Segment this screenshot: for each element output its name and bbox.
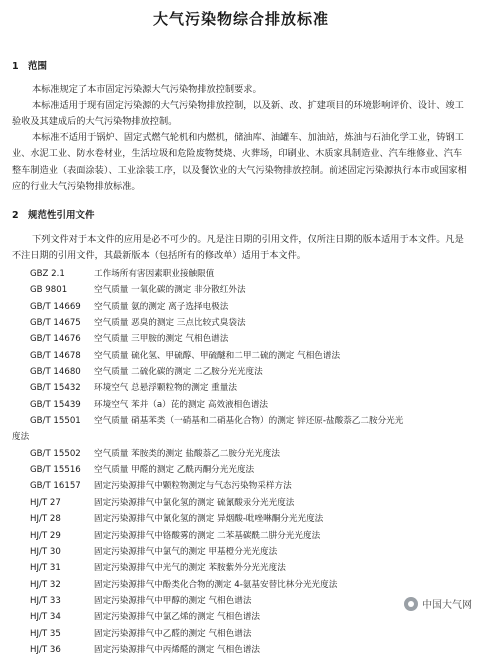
section-2-paragraph-1: 下列文件对于本文件的应用是必不可少的。凡是注日期的引用文件，仅所注日期的版本适用于本文件。凡是不注日期的引用文件，其最新版本（包括所有的修改单）适用于本文件。 [12,234,464,262]
reference-title: 固定污染源排气中甲醇的测定 气相色谱法 [94,595,252,606]
reference-title: 空气质量 二硫化碳的测定 二乙胺分光光度法 [94,367,263,378]
reference-item [30,446,472,462]
reference-code: GB/T 14669 [30,301,81,312]
reference-item [30,609,472,625]
section-1-heading [12,58,47,72]
reference-code: HJ/T 36 [30,644,61,655]
reference-title: 空气质量 恶臭的测定 三点比较式臭袋法 [94,318,246,329]
reference-item [30,478,472,494]
reference-item [30,331,472,347]
reference-title: 固定污染源排气中颗粒物测定与气态污染物采样方法 [94,481,292,492]
reference-code: GB/T 14676 [30,334,81,345]
reference-code: GB/T 14678 [30,350,81,361]
section-1-paragraph-2: 本标准适用于现有固定污染源的大气污染物排放控制，以及新、改、扩建项目的环境影响评价、设计、竣工验收及其建成后的大气污染物排放控制。 [12,100,464,128]
reference-item [30,626,472,642]
reference-code: GB/T 15501 [30,416,81,427]
reference-code: GB/T 15439 [30,399,81,410]
reference-title: 固定污染源排气中光气的测定 苯胺紫外分光光度法 [94,563,286,574]
section-2-title: 规范性引用文件 [28,210,95,221]
reference-code: GB/T 16157 [30,481,81,492]
reference-title: 固定污染源排气中氰化氢的测定 异烟酸-吡唑啉酮分光光度法 [94,514,324,525]
section-1-paragraph-1: 本标准规定了本市固定污染源大气污染物排放控制要求。 [32,84,262,95]
reference-item [30,282,472,298]
reference-title: 固定污染源排气中乙醛的测定 气相色谱法 [94,628,252,639]
reference-item [30,642,472,658]
reference-title: 空气质量 苯胺类的测定 盐酸萘乙二胺分光光度法 [94,448,280,459]
reference-code: HJ/T 30 [30,546,61,557]
reference-code: HJ/T 35 [30,628,61,639]
reference-code: HJ/T 31 [30,563,61,574]
reference-code: HJ/T 33 [30,595,61,606]
reference-code: HJ/T 28 [30,514,61,525]
reference-title: 固定污染源排气中氯化氢的测定 硫氰酸汞分光光度法 [94,497,295,508]
reference-title: 空气质量 硫化氢、甲硫醇、甲硫醚和二甲二硫的测定 气相色谱法 [94,350,341,361]
reference-item [30,266,472,282]
section-2-number: 2 [12,210,19,221]
reference-code: HJ/T 34 [30,612,61,623]
reference-title: 空气质量 一氧化碳的测定 非分散红外法 [94,285,246,296]
reference-code: HJ/T 27 [30,497,61,508]
reference-title: 空气质量 甲醛的测定 乙酰丙酮分光光度法 [94,465,255,476]
reference-title: 空气质量 氨的测定 离子选择电极法 [94,301,229,312]
reference-title: 固定污染源排气中酚类化合物的测定 4-氨基安替比林分光光度法 [94,579,338,590]
reference-item [30,348,472,364]
reference-code: GBZ 2.1 [30,269,65,279]
reference-title: 工作场所有害因素职业接触限值 [94,269,215,279]
section-1-number: 1 [12,61,19,72]
reference-code: HJ/T 32 [30,579,61,590]
reference-title: 固定污染源排气中氯气的测定 甲基橙分光光度法 [94,546,278,557]
section-1-title: 范围 [28,61,48,72]
section-2-heading [12,207,95,221]
reference-item [30,462,472,478]
reference-code: GB 9801 [30,285,68,296]
reference-title: 空气质量 硝基苯类（一硝基和二硝基化合物）的测定 锌还原-盐酸萘乙二胺分光光 [94,416,404,427]
reference-title: 环境空气 总悬浮颗粒物的测定 重量法 [94,383,237,394]
watermark-text: 中国大气网 [422,600,472,611]
reference-code: GB/T 15432 [30,383,81,394]
reference-item [30,397,472,413]
reference-code: GB/T 14675 [30,318,81,329]
reference-item [30,495,472,511]
reference-code: GB/T 15516 [30,465,81,476]
reference-code: HJ/T 29 [30,530,61,541]
reference-code: GB/T 15502 [30,448,81,459]
reference-item [30,364,472,380]
reference-item [30,544,472,560]
reference-title: 固定污染源排气中丙烯醛的测定 气相色谱法 [94,644,261,655]
reference-item [30,577,472,593]
reference-title-continuation: 度法 [12,432,30,443]
reference-title: 空气质量 三甲胺的测定 气相色谱法 [94,334,229,345]
reference-title: 固定污染源排气中铬酸雾的测定 二苯基碳酰二肼分光光度法 [94,530,321,541]
reference-title: 固定污染源排气中氯乙烯的测定 气相色谱法 [94,612,261,623]
watermark [404,596,472,611]
reference-code: GB/T 14680 [30,367,81,378]
wechat-icon [404,597,418,611]
reference-item [12,413,472,446]
reference-item [30,528,472,544]
reference-item [30,560,472,576]
document-title: 大气污染物综合排放标准 [152,10,329,28]
section-1-paragraph-3: 本标准不适用于锅炉、固定式燃气轮机和内燃机，储油库、油罐车、加油站，炼油与石油化学工业，铸钢工业、水泥工业、防水卷材业，生活垃圾和危险废物焚烧、火葬场，印刷业、木质家具制造业、汽车维修业、汽车整车制造业（表面涂装）、工业涂装工序，以及餐饮业的大气污染物排放控制。前述固定污染源执行本市或国家相应的行业大气污染物排放标准。 [12,132,467,192]
reference-item [30,315,472,331]
reference-item [30,299,472,315]
reference-item [30,380,472,396]
reference-item [30,511,472,527]
reference-title: 环境空气 苯并（a）芘的测定 高效液相色谱法 [94,399,269,410]
